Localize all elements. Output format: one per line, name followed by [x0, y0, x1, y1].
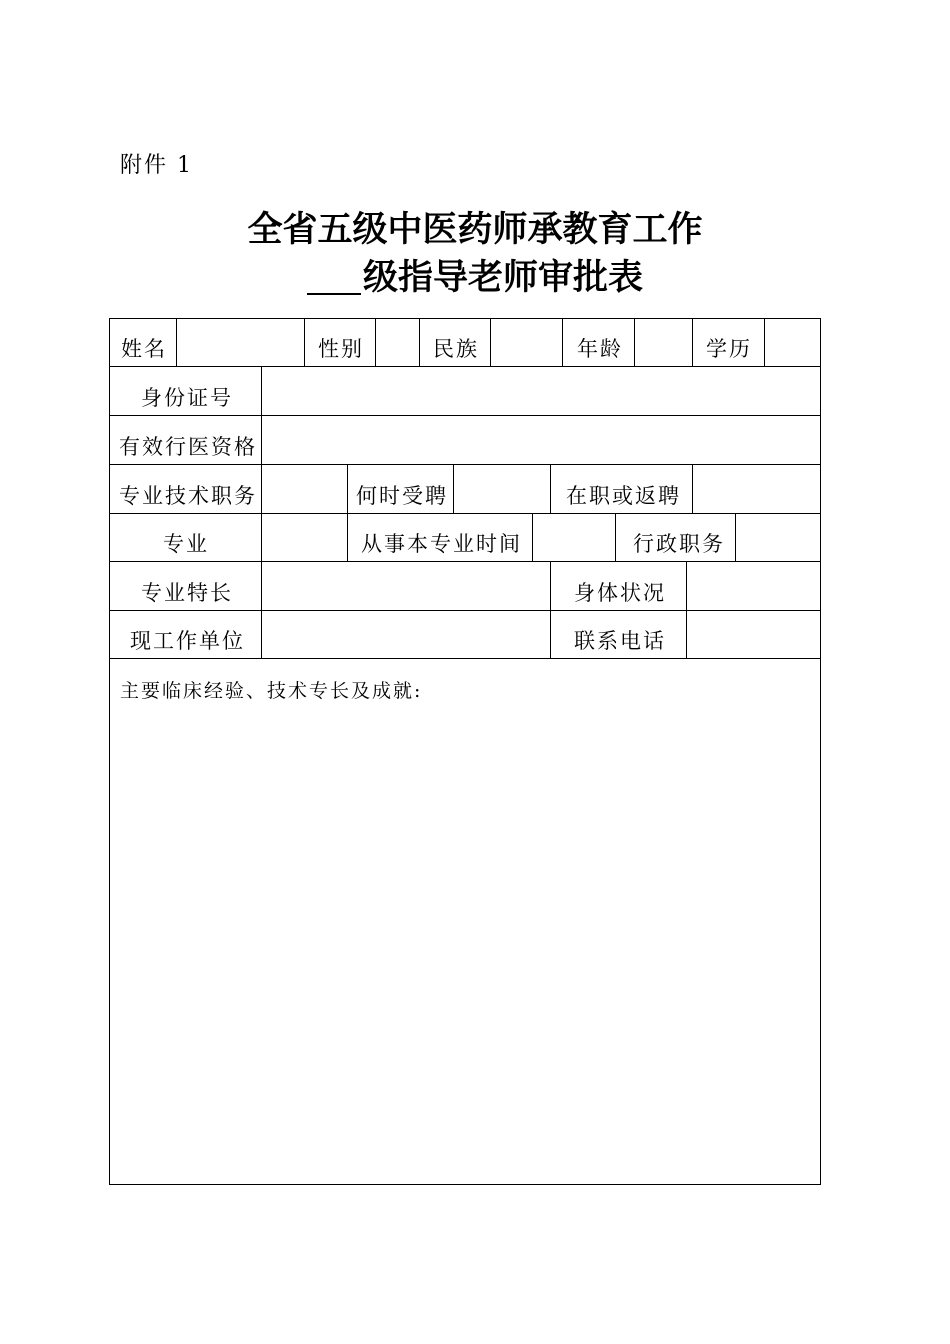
hire-date-field[interactable] — [454, 465, 550, 513]
age-field[interactable] — [635, 319, 692, 366]
achievements-textarea[interactable] — [110, 706, 820, 1184]
gender-label: 性别 — [318, 337, 364, 361]
gender-field[interactable] — [376, 319, 419, 366]
admin-position-field[interactable] — [736, 514, 820, 561]
workplace-label: 现工作单位 — [130, 629, 245, 653]
page-title: 全省五级中医药师承教育工作 — [247, 210, 703, 250]
phone-label: 联系电话 — [574, 629, 666, 653]
column-divider — [550, 464, 551, 513]
achievements-label: 主要临床经验、技术专长及成就: — [120, 680, 423, 702]
name-field[interactable] — [177, 319, 304, 366]
column-divider — [550, 561, 551, 658]
license-field[interactable] — [262, 416, 820, 464]
admin-position-label: 行政职务 — [633, 532, 725, 556]
years-in-specialty-field[interactable] — [533, 514, 615, 561]
hire-date-label: 何时受聘 — [356, 484, 448, 508]
attachment-label: 附件 1 — [120, 153, 193, 178]
employment-status-field[interactable] — [693, 465, 820, 513]
education-field[interactable] — [765, 319, 820, 366]
phone-field[interactable] — [687, 611, 820, 658]
subtitle-text: 级指导老师审批表 — [362, 258, 643, 298]
workplace-field[interactable] — [262, 611, 550, 658]
years-in-specialty-label: 从事本专业时间 — [361, 532, 522, 556]
expertise-label: 专业特长 — [141, 581, 233, 605]
ethnicity-field[interactable] — [491, 319, 562, 366]
title-rank-label: 专业技术职务 — [119, 484, 257, 508]
row-divider — [109, 658, 821, 659]
level-blank-field[interactable] — [307, 253, 361, 295]
column-divider — [562, 318, 563, 366]
row-divider — [109, 513, 821, 514]
column-divider — [347, 464, 348, 513]
specialty-field[interactable] — [262, 514, 347, 561]
title-rank-field[interactable] — [262, 465, 347, 513]
education-label: 学历 — [706, 337, 752, 361]
column-divider — [347, 513, 348, 561]
column-divider — [692, 318, 693, 366]
license-label: 有效行医资格 — [119, 435, 257, 459]
specialty-label: 专业 — [163, 532, 209, 556]
column-divider — [419, 318, 420, 366]
employment-status-label: 在职或返聘 — [566, 484, 681, 508]
health-label: 身体状况 — [574, 581, 666, 605]
id-number-field[interactable] — [262, 367, 820, 415]
expertise-field[interactable] — [262, 562, 550, 610]
id-number-label: 身份证号 — [141, 386, 233, 410]
ethnicity-label: 民族 — [433, 337, 479, 361]
page-subtitle — [0, 253, 950, 303]
health-field[interactable] — [687, 562, 820, 610]
column-divider — [615, 513, 616, 561]
column-divider — [304, 318, 305, 366]
age-label: 年龄 — [577, 337, 623, 361]
name-label: 姓名 — [121, 337, 167, 361]
